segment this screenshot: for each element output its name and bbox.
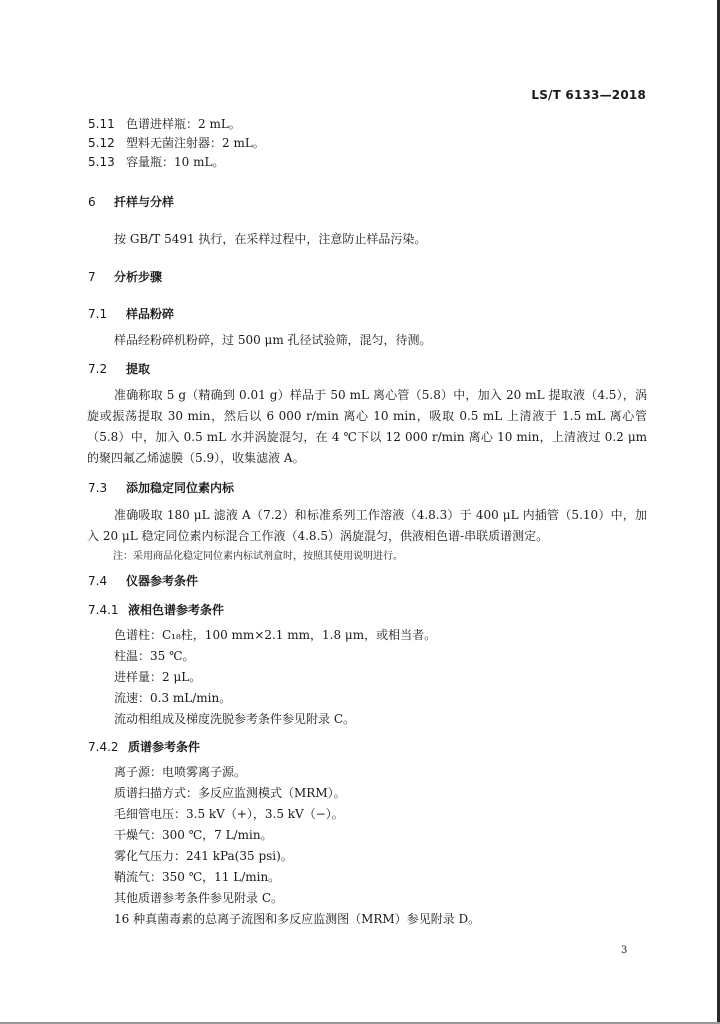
section-heading-7-4-1: 7.4.1 液相色谱参考条件: [88, 603, 225, 617]
page-number: 3: [621, 945, 628, 956]
lc-condition-line: 流动相组成及梯度洗脱参考条件参见附录 C。: [114, 712, 355, 726]
ms-condition-line: 质谱扫描方式：多反应监测模式（MRM）。: [114, 786, 346, 800]
list-item: 5.12 塑料无菌注射器：2 mL。: [88, 136, 265, 150]
ms-condition-line: 16 种真菌毒素的总离子流图和多反应监测图（MRM）参见附录 D。: [114, 912, 481, 926]
section-heading-7-1: 7.1 样品粉碎: [88, 307, 175, 321]
ms-condition-line: 毛细管电压：3.5 kV（+），3.5 kV（−）。: [114, 807, 344, 821]
section-6-text: 按 GB/T 5491 执行，在采样过程中，注意防止样品污染。: [114, 232, 427, 246]
section-heading-7-4: 7.4 仪器参考条件: [88, 574, 199, 588]
section-heading-6: 6 扦样与分样: [88, 195, 175, 209]
ms-condition-line: 其他质谱参考条件参见附录 C。: [114, 891, 283, 905]
standard-code: LS/T 6133—2018: [531, 88, 646, 102]
list-item: 5.11 色谱进样瓶：2 mL。: [88, 117, 241, 131]
section-heading-7-4-2: 7.4.2 质谱参考条件: [88, 740, 201, 754]
ms-condition-line: 雾化气压力：241 kPa(35 psi)。: [114, 849, 293, 863]
ms-condition-line: 鞘流气：350 ℃，11 L/min。: [114, 870, 281, 884]
note: 注：采用商品化稳定同位素内标试剂盒时，按照其使用说明进行。: [113, 551, 403, 562]
section-heading-7-3: 7.3 添加稳定同位素内标: [88, 481, 235, 495]
section-7-3-text: 准确吸取 180 μL 滤液 A（7.2）和标准系列工作溶液（4.8.3）于 400 μL 内插管（5.10）中，加入 20 μL 稳定同位素内标混合工作液（4.8.5）涡旋混匀，供液相色谱-串联质谱测定。: [87, 508, 647, 543]
ms-condition-line: 离子源：电喷雾离子源。: [114, 765, 247, 779]
lc-condition-line: 柱温：35 ℃。: [114, 649, 195, 663]
section-heading-7: 7 分析步骤: [88, 270, 163, 284]
section-heading-7-2: 7.2 提取: [88, 362, 151, 376]
lc-condition-line: 流速：0.3 mL/min。: [114, 691, 232, 705]
lc-condition-line: 色谱柱：C₁₈柱，100 mm×2.1 mm，1.8 μm，或相当者。: [114, 628, 437, 642]
list-item: 5.13 容量瓶：10 mL。: [88, 155, 225, 169]
section-7-1-text: 样品经粉碎机粉碎，过 500 μm 孔径试验筛，混匀，待测。: [114, 333, 432, 347]
ms-condition-line: 干燥气：300 ℃，7 L/min。: [114, 828, 273, 842]
section-7-2-text: 准确称取 5 g（精确到 0.01 g）样品于 50 mL 离心管（5.8）中，加入 20 mL 提取液（4.5），涡旋或振荡提取 30 min，然后以 6 000 r/min 离心 10 min，吸取 0.5 mL 上清液于 1.5 mL 离心管（5.8）中，加入 0.5 mL 水并涡旋混匀，在 4 ℃下以 12 000 r/min 离心 10 min，上清液过 0.2 μm 的聚四氟乙烯滤膜（5.9），收集滤液 A。: [87, 388, 647, 465]
lc-condition-line: 进样量：2 μL。: [114, 670, 202, 684]
